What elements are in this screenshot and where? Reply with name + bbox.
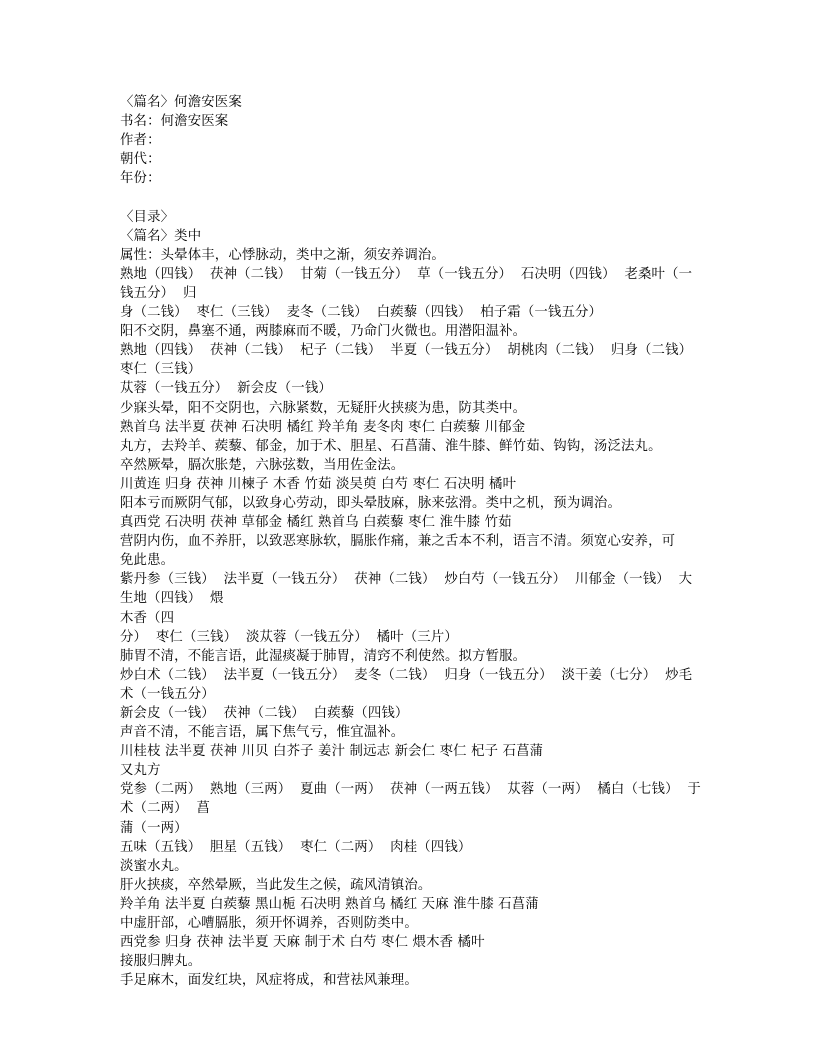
text-line: 新会皮（一钱） 茯神（二钱） 白蒺藜（四钱）: [120, 706, 409, 721]
text-line: 生地（四钱） 煨: [120, 591, 224, 607]
text-line: 肝火挟痰，卒然晕厥，当此发生之候，疏风清镇治。: [120, 877, 432, 893]
chapter-title-line: 〈篇名〉何澹安医案: [120, 95, 242, 110]
text-line: 木香（四: [120, 610, 175, 626]
text-line: 西党参 归身 茯神 法半夏 天麻 制于术 白芍 枣仁 煨木香 橘叶: [120, 935, 485, 951]
text-line: 营阴内伤，血不养肝，以致恶寒脉软，膈胀作痛，兼之舌本不利，语言不清。须宽心安养，可: [120, 534, 676, 550]
text-line: 淡蜜水丸。: [120, 858, 188, 874]
section-title: 〈篇名〉类中: [120, 228, 202, 244]
text-line: 手足麻木，面发红块，风症将成，和营祛风兼理。: [120, 973, 418, 989]
text-line: 卒然厥晕，膈次胀楚，六脉弦数，当用佐金法。: [120, 457, 405, 473]
dynasty-line: 朝代：: [120, 152, 161, 168]
text-line: 阳不交阴，鼻塞不通，两膝麻而不暖，乃命门火微也。用潜阳温补。: [120, 324, 527, 340]
text-line: 钱五分） 归: [120, 285, 197, 301]
text-line: 真西党 石决明 茯神 草郁金 橘红 熟首乌 白蒺藜 枣仁 淮牛膝 竹茹: [120, 515, 512, 531]
text-line: 党参（二两） 熟地（三两） 夏曲（一两） 茯神（一两五钱） 苁蓉（一两） 橘白（七钱） 于: [120, 782, 701, 798]
text-line: 阳本亏而厥阴气郁，以致身心劳动，即头晕肢麻，脉来弦滑。类中之机，预为调治。: [120, 495, 622, 511]
text-line: 接服归脾丸。: [120, 954, 202, 970]
text-line: 川黄连 归身 茯神 川楝子 木香 竹茹 淡吴萸 白芍 枣仁 石决明 橘叶: [120, 476, 517, 492]
text-line: 炒白术（二钱） 法半夏（一钱五分） 麦冬（二钱） 归身（一钱五分） 淡干姜（七分） 炒毛: [120, 667, 693, 683]
text-line: 术（二两） 菖: [120, 801, 211, 817]
text-line: 熟地（四钱） 茯神（二钱） 甘菊（一钱五分） 草（一钱五分） 石决明（四钱） 老桑叶（一: [120, 266, 693, 282]
text-line: 中虚肝部，心嘈膈胀，须开怀调养，否则防类中。: [120, 916, 418, 932]
text-line: 又丸方: [120, 763, 161, 779]
text-line: 枣仁（三钱）: [120, 362, 202, 378]
text-line: 肺胃不清，不能言语，此湿痰凝于肺胃，清窍不利使然。拟方暂服。: [120, 648, 527, 664]
author-line: 作者：: [120, 133, 161, 149]
text-line: 声音不清，不能言语，属下焦气亏，惟宜温补。: [120, 725, 405, 741]
blank-spacer: [120, 188, 700, 207]
text-line: 身（二钱） 枣仁（三钱） 麦冬（二钱） 白蒺藜（四钱） 柏子霜（一钱五分）: [120, 305, 603, 321]
text-line: 熟地（四钱） 茯神（二钱） 杞子（二钱） 半夏（一钱五分） 胡桃肉（二钱） 归身（二钱）: [120, 343, 693, 359]
text-line: 五味（五钱） 胆星（五钱） 枣仁（二两） 肉桂（四钱）: [120, 839, 472, 855]
book-name-line: 书名：何澹安医案: [120, 114, 229, 130]
year-line: 年份：: [120, 171, 161, 187]
text-line: 属性：头晕体丰，心悸脉动，类中之渐，须安养调治。: [120, 247, 445, 263]
text-line: 丸方，去羚羊、蒺藜、郁金，加于术、胆星、石菖蒲、淮牛膝、鲜竹茹、钩钩，汤泛法丸。: [120, 438, 662, 454]
text-line: 免此患。: [120, 553, 175, 569]
text-line: 紫丹参（三钱） 法半夏（一钱五分） 茯神（二钱） 炒白芍（一钱五分） 川郁金（一钱） 大: [120, 572, 693, 588]
text-line: 羚羊角 法半夏 白蒺藜 黑山栀 石决明 熟首乌 橘红 天麻 淮牛膝 石菖蒲: [120, 896, 539, 912]
body-text: [120, 246, 700, 991]
text-line: 川桂枝 法半夏 茯神 川贝 白芥子 姜汁 制远志 新会仁 枣仁 杞子 石菖蒲: [120, 744, 544, 760]
toc-heading: 〈目录〉: [120, 209, 175, 225]
text-line: 术（一钱五分）: [120, 686, 215, 702]
text-line: 蒲（一两）: [120, 820, 188, 836]
text-line: 苁蓉（一钱五分） 新会皮（一钱）: [120, 381, 332, 397]
text-line: 少寐头晕，阳不交阴也，六脉紧数，无疑肝火挟痰为患，防其类中。: [120, 400, 527, 416]
text-line: 分） 枣仁（三钱） 淡苁蓉（一钱五分） 橘叶（三片）: [120, 629, 458, 645]
text-line: 熟首乌 法半夏 茯神 石决明 橘红 羚羊角 麦冬肉 枣仁 白蒺藜 川郁金: [120, 419, 526, 435]
document-content: [120, 93, 700, 990]
